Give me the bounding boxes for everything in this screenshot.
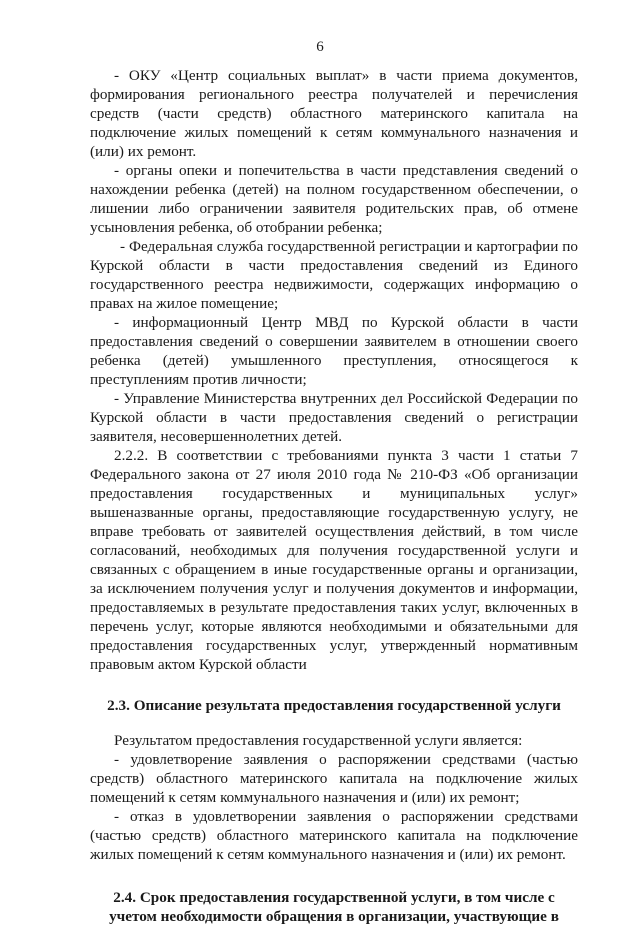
paragraph-oku: - ОКУ «Центр социальных выплат» в части приема документов, формирования регионального реестра получателей и перечисления средств (части средств) областного материнского капитала на подключение жилых помещений к сетям коммунального назначения и (или) их ремонт. bbox=[90, 67, 578, 160]
section-heading-2-3: 2.3. Описание результата предоставления государственной услуги bbox=[107, 697, 561, 714]
paragraph-mvd: - Управление Министерства внутренних дел Российской Федерации по Курской области в части предоставления сведений о регистрации заявителя, несовершеннолетних детей. bbox=[90, 390, 578, 445]
result-item-refuse: - отказ в удовлетворении заявления о распоряжении средствами (частью средств) областного материнского капитала на подключение жилых помещений к сетям коммунального назначения и (или) их ремонт. bbox=[90, 808, 578, 863]
paragraph-info-center: - информационный Центр МВД по Курской области в части предоставления сведений о совершении заявителем в отношении своего ребенка (детей) умышленного преступления, относящегося к преступлениям против личности; bbox=[90, 314, 578, 388]
page-body bbox=[90, 66, 578, 926]
paragraph-guardianship: - органы опеки и попечительства в части представления сведений о нахождении ребенка (детей) на полном государственном обеспечении, о лишении либо ограничении заявителя родительских прав, об отмене усыновления ребенка, об отобрании ребенка; bbox=[90, 162, 578, 236]
paragraph-2-2-2: 2.2.2. В соответствии с требованиями пункта 3 части 1 статьи 7 Федерального закона от 27 июля 2010 года № 210-ФЗ «Об организации предоставления государственных и муниципальных услуг» вышеназванные органы, предоставляющие государственную услугу, не вправе требовать от заявителей осуществления действий, в том числе согласований, необходимых для получения государственной услуги и связанных с обращением в иные государственные органы и организации, за исключением получения услуг и получения документов и информации, предоставляемых в результате предоставления таких услуг, включенных в перечень услуг, которые являются необходимыми и обязательными для предоставления государственных услуг, утвержденный нормативным правовым актом Курской области bbox=[90, 447, 578, 673]
paragraph-rosreestr: - Федеральная служба государственной регистрации и картографии по Курской области в части предоставления сведений из Единого государственного реестра недвижимости, содержащих информацию о правах на жилое помещение; bbox=[90, 238, 578, 312]
result-intro: Результатом предоставления государственной услуги является: bbox=[114, 732, 523, 749]
result-item-approve: - удовлетворение заявления о распоряжении средствами (частью средств) областного материнского капитала на подключение жилых помещений к сетям коммунального назначения и (или) их ремонт; bbox=[90, 751, 578, 806]
section-heading-2-4: 2.4. Срок предоставления государственной услуги, в том числе с учетом необходимости обращения в организации, участвующие в bbox=[109, 889, 559, 925]
page-number: 6 bbox=[316, 39, 324, 55]
